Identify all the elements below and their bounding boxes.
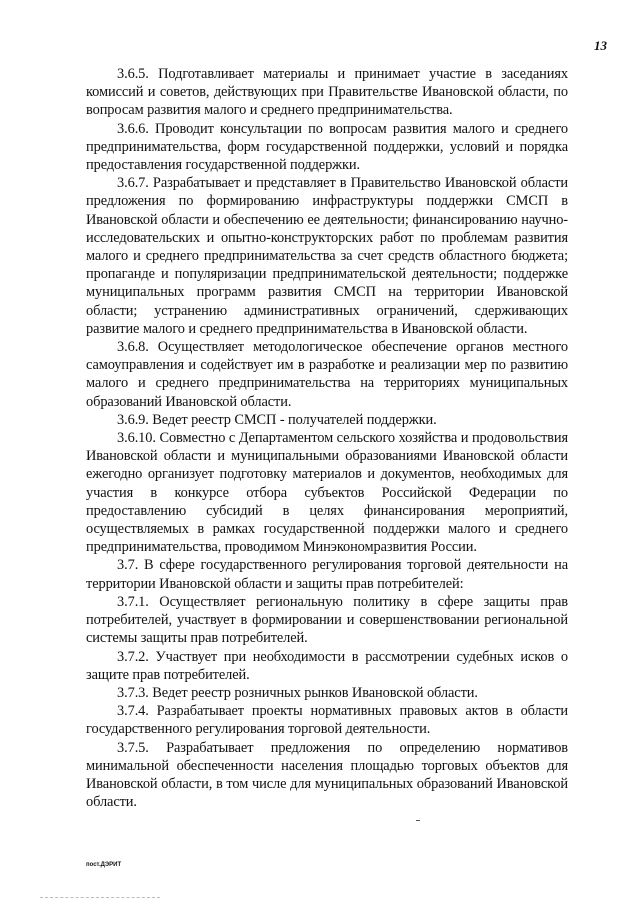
paragraph-3-7-4: 3.7.4. Разрабатывает проекты нормативных правовых актов в области государственного регулирования торговой деятельности. (86, 703, 568, 738)
document-body (86, 65, 568, 811)
paragraph-3-6-9: 3.6.9. Ведет реестр СМСП - получателей поддержки. (117, 411, 437, 428)
paragraph-3-6-7: 3.6.7. Разрабатывает и представляет в Правительство Ивановской области предложения по формированию инфраструктуры поддержки СМСП в Ивановской области и обеспечению ее деятельности; финансированию научно-исследовательских и опытно-конструкторских работ по проблемам развития малого и среднего предпринимательства за счет средств областного бюджета; пропаганде и популяризации предпринимательской деятельности; поддержке муниципальных программ развития СМСП на территории Ивановской области; устранению административных ограничений, сдерживающих развитие малого и среднего предпринимательства в Ивановской области. (86, 175, 568, 337)
paragraph-3-6-5: 3.6.5. Подготавливает материалы и принимает участие в заседаниях комиссий и советов, действующих при Правительстве Ивановской области, по вопросам развития малого и среднего предпринимательства. (86, 66, 568, 119)
paragraph-3-7-1: 3.7.1. Осуществляет региональную политику в сфере защиты прав потребителей, участвует в формировании и совершенствовании региональной системы защиты прав потребителей. (86, 593, 568, 647)
paragraph-3-7-5: 3.7.5. Разрабатывает предложения по определению нормативов минимальной обеспеченности населения площадью торговых объектов для Ивановской области, в том числе для муниципальных образований Ивановской области. (86, 739, 568, 811)
paragraph-3-6-8: 3.6.8. Осуществляет методологическое обеспечение органов местного самоуправления и содействует им в разработке и реализации мер по развитию малого и среднего предпринимательства на территориях муниципальных образований Ивановской области. (86, 339, 568, 410)
paragraph-3-7-3: 3.7.3. Ведет реестр розничных рынков Ивановской области. (117, 684, 478, 701)
paragraph-3-6-6: 3.6.6. Проводит консультации по вопросам развития малого и среднего предпринимательства, форм государственной поддержки, условий и порядка предоставления государственной поддержки. (86, 120, 568, 174)
paragraph-3-7-2: 3.7.2. Участвует при необходимости в рассмотрении судебных исков о защите прав потребителей. (86, 648, 568, 683)
page-number: 13 (594, 38, 607, 53)
footer-code: пост.ДЭРИТ (86, 862, 122, 868)
scan-edge-artifact (40, 897, 160, 898)
scan-artifact (416, 820, 420, 821)
paragraph-3-7: 3.7. В сфере государственного регулирования торговой деятельности на территории Ивановской области и защиты прав потребителей: (86, 557, 568, 592)
paragraph-3-6-10: 3.6.10. Совместно с Департаментом сельского хозяйства и продовольствия Ивановской области и муниципальными образованиями Ивановской области ежегодно организует подготовку материалов и документов, необходимых для участия в конкурсе отбора субъектов Российской Федерации по предоставлению субсидий в целях финансирования мероприятий, осуществляемых в рамках государственной поддержки малого и среднего предпринимательства, проводимом Минэкономразвития России. (86, 430, 568, 556)
